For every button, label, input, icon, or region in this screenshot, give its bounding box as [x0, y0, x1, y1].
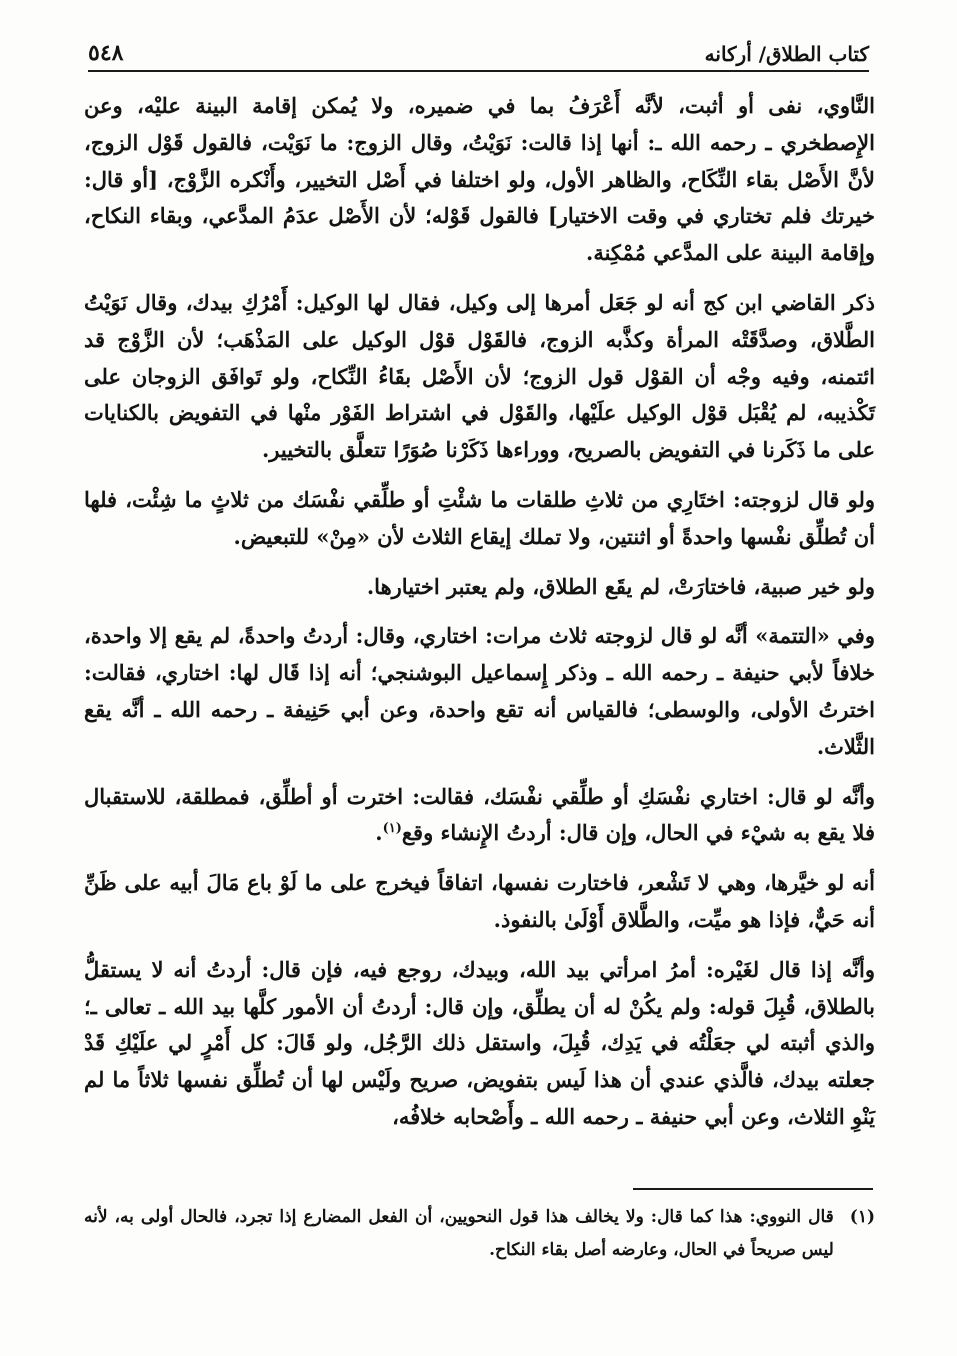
paragraph-2: ذكر القاضي ابن كج أنه لو جَعَل أمرها إلى وكيل، فقال لها الوكيل: أَمْرُكِ بيدك، وقال نَوَيْتُ الطَّلاق، وصدَّقَتْه المرأة وكذَّبه الزوج، فالقَوْل قوْل الوكيل على المَذْهَب؛ لأن الزَّوْج قد ائتمنه، وفيه وجْه أن القوْل قول الزوج؛ لأن الأَصْل بقَاءُ النِّكاح، ولو تَوافَق الزوجان على تَكْذيبه، لم يُقْبَل قوْل الوكيل علَيْها، والقَوْل في اشتراط الفَوْر منْها في التفويض بالكنايات على ما ذَكَرنا في التفويض بالصريح، ووراءها ذَكَرْنا صُوَرًا تتعلَّق بالتخيير. [84, 289, 875, 463]
footnote-divider [633, 1188, 873, 1190]
paragraph-4: ولو خير صبية، فاختارَتْ، لم يقَع الطلاق، ولم يعتبر اختيارها. [366, 573, 875, 599]
footnote-text: قال النووي: هذا كما قال: ولا يخالف هذا قول النحويين، أن الفعل المضارع إذا تجرد، فالحال أولى به، لأنه ليس صريحاً في الحال، وعارضه أصل بقاء النكاح. [84, 1207, 834, 1260]
chapter-title: كتاب الطلاق/ أركانه [704, 42, 869, 66]
footnote-marker: (١) [849, 1207, 875, 1227]
page-number: ٥٤٨ [88, 40, 124, 66]
main-text [84, 88, 875, 1149]
paragraph-6 [84, 779, 875, 853]
paragraph-1: النَّاوي، نفى أو أثبت، لأنَّه أَعْرَفُ بما في ضميره، ولا يُمكن إقامة البينة عليْه، وعن الإِصطخري ـ رحمه الله ـ: أنها إذا قالت: نَوَيْتُ، وقال الزوج: ما نَوَيْت، فالقول قَوْل الزوج، لأنَّ الأَصْل بقاء النِّكَاح، والظاهر الأول، ولو اختلفا في أَصْل التخيير، وأَنْكره الزَّوْج، [أو قال: خيرتك فلم تختاري في وقت الاختيار] فالقول قَوْله؛ لأن الأَصْل عدَمُ المدَّعي، وبقاء النكاح، وإقامة البينة على المدَّعي مُمْكِنة. [84, 93, 875, 266]
paragraph-6-tail: . [375, 820, 383, 846]
paragraph-3: ولو قال لزوجته: اختَارِي من ثلاثِ طلقات ما شئْتِ أو طلِّقي نفْسَك من ثلاثٍ ما شِئْت، فلها أن تُطلِّق نفْسها واحدةً أو اثنتين، ولا تملك إيقاع الثلاث لأن «مِنْ» للتبعيض. [84, 486, 875, 549]
paragraph-8: وأنَّه إذا قال لغَيْره: أمرُ امرأتي بيد الله، وبيدك، روجع فيه، فإن قال: أردتُ أنه لا يستقلُّ بالطلاق، قُبِلَ قوله: ولم يكُنْ له أن يطلِّق، وإن قال: أردتُ أن الأمور كلَّها بيد الله ـ تعالى ـ؛ والذي أثبته لي جعَلْتُه في يَدِك، قُبِلَ، واستقل ذلك الرَّجُل، ولو قَالَ: كل أَمْرٍ لي علَيْكِ قَدْ جعلته بيدك، فالَّذي عندي أن هذا لَيس بتفويض، صريح ولَيْس لها أن تُطلِّق نفسها ثلاثاً ما لم يَنْوِ الثلاث، وعن أبي حنيفة ـ رحمه الله ـ وأَصْحابه خلافُه، [84, 956, 875, 1129]
footnote-1 [84, 1201, 875, 1267]
paragraph-6-text: وأنَّه لو قال: اختاري نفْسَكِ أو طلِّقي نفْسَك، فقالت: اخترت أو أطلِّق، فمطلقة، للاستقبال فلا يقع به شيْء في الحال، وإن قال: أردتُ الإِنشاء وقع [84, 783, 875, 846]
running-header [88, 30, 869, 72]
paragraph-7: أنه لو خيَّرها، وهي لا تَشْعر، فاختارت نفسها، اتفاقاً فيخرج على ما لَوْ باع مَالَ أبيه على ظَنِّ أنه حَيٌّ، فإذا هو ميِّت، والطَّلاق أَوْلَىٰ بالنفوذ. [84, 870, 876, 932]
footnote-reference[interactable]: (١) [382, 821, 402, 837]
footnotes [84, 1201, 875, 1267]
paragraph-5: وفي «التتمة» أنَّه لو قال لزوجته ثلاث مرات: اختاري، وقال: أردتُ واحدةً، لم يقع إلا واحدة، خلافاً لأبي حنيفة ـ رحمه الله ـ وذكر إِسماعيل البوشنجي؛ أنه إذا قَال لها: اختاري، فقالت: اخترتُ الأولى، والوسطى؛ فالقياس أنه تقع واحدة، وعن أبي حَنِيفة ـ رحمه الله ـ أنَّه يقع الثَّلاث. [84, 623, 875, 759]
